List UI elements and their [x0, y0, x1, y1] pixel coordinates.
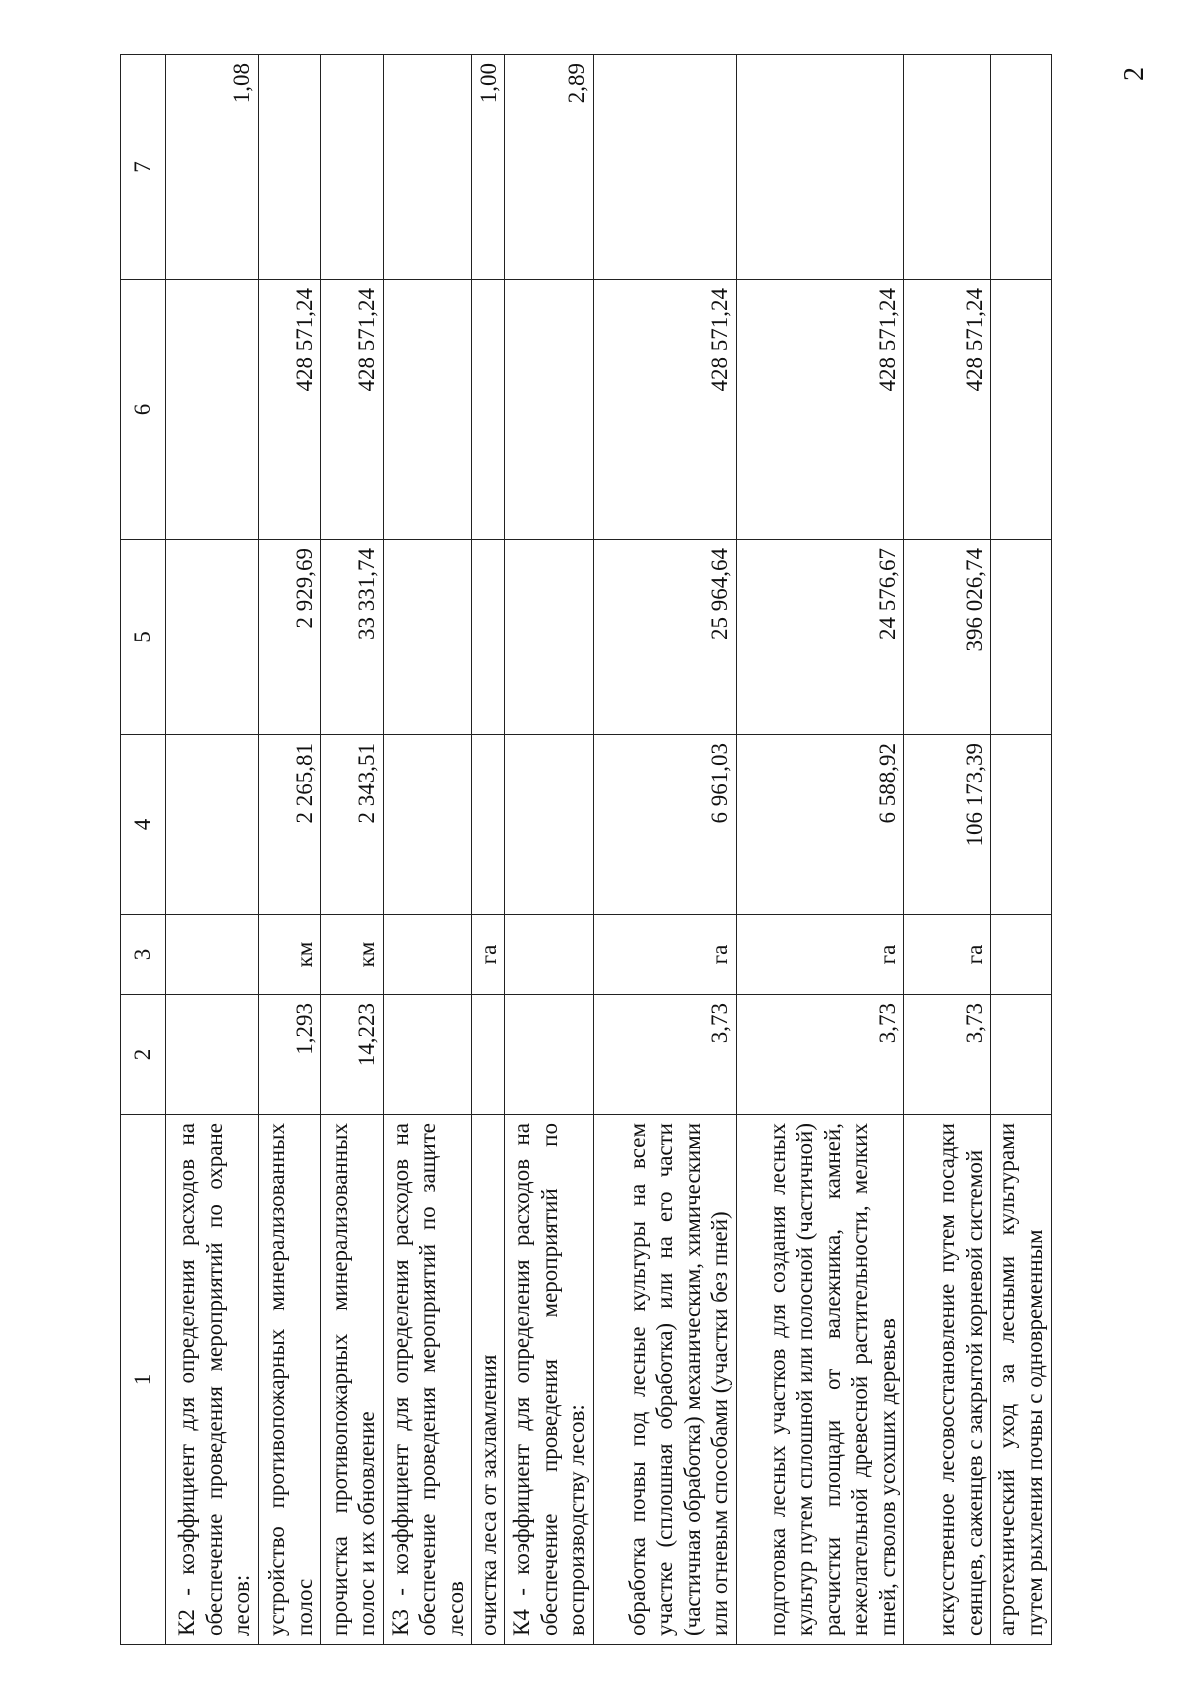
row-name: устройство противопожарных минерализованных полос: [258, 1115, 321, 1645]
row-col6: [383, 280, 472, 540]
row-unit: км: [258, 915, 321, 995]
row-col5: 2 929,69: [258, 540, 321, 735]
row-unit: га: [737, 915, 904, 995]
row-col4: [472, 735, 505, 915]
row-col4: 106 173,39: [904, 735, 991, 915]
row-col6: 428 571,24: [904, 280, 991, 540]
cost-coefficients-table: [120, 54, 1052, 1645]
header-col-5: 5: [121, 540, 166, 735]
header-col-3: 3: [121, 915, 166, 995]
row-col4: [505, 735, 594, 915]
header-col-6: 6: [121, 280, 166, 540]
row-coefficient: [258, 55, 321, 280]
row-quantity: [383, 995, 472, 1115]
row-unit: [505, 915, 594, 995]
row-col4: 6 588,92: [737, 735, 904, 915]
table-row: [593, 55, 736, 1645]
header-col-7: 7: [121, 55, 166, 280]
row-unit: га: [472, 915, 505, 995]
row-quantity: 1,293: [258, 995, 321, 1115]
row-unit: [166, 915, 259, 995]
row-col6: [166, 280, 259, 540]
row-col5: 33 331,74: [321, 540, 384, 735]
row-quantity: [166, 995, 259, 1115]
page-number: 2: [1119, 67, 1150, 81]
row-name: искусственное лесовосстановление путем посадки сеянцев, саженцев с закрытой корневой системой: [904, 1115, 991, 1645]
row-name: К2 - коэффициент для определения расходов на обеспечение проведения мероприятий по охране лесов:: [166, 1115, 259, 1645]
row-col5: 24 576,67: [737, 540, 904, 735]
table-row: [991, 55, 1052, 1645]
row-name: очистка леса от захламления: [472, 1115, 505, 1645]
row-quantity: [505, 995, 594, 1115]
row-col5: 396 026,74: [904, 540, 991, 735]
header-col-1: 1: [121, 1115, 166, 1645]
row-col5: [991, 540, 1052, 735]
row-unit: га: [593, 915, 736, 995]
row-coefficient: 1,08: [166, 55, 259, 280]
row-col6: 428 571,24: [258, 280, 321, 540]
row-name: прочистка противопожарных минерализованных полос и их обновление: [321, 1115, 384, 1645]
row-col4: 2 265,81: [258, 735, 321, 915]
row-coefficient: [321, 55, 384, 280]
row-coefficient: [904, 55, 991, 280]
row-name: К3 - коэффициент для определения расходов на обеспечение проведения мероприятий по защите лесов: [383, 1115, 472, 1645]
table-row: [472, 55, 505, 1645]
row-col6: 428 571,24: [737, 280, 904, 540]
row-coefficient: 2,89: [505, 55, 594, 280]
row-col5: [472, 540, 505, 735]
row-coefficient: [991, 55, 1052, 280]
row-quantity: 3,73: [593, 995, 736, 1115]
row-col4: [166, 735, 259, 915]
row-col5: [166, 540, 259, 735]
row-quantity: [472, 995, 505, 1115]
row-quantity: 3,73: [737, 995, 904, 1115]
row-col4: [383, 735, 472, 915]
row-unit: [383, 915, 472, 995]
rotated-page-content: [120, 55, 1052, 1645]
row-coefficient: [383, 55, 472, 280]
row-name: обработка почвы под лесные культуры на всем участке (сплошная обработка) или на его части (частичная обработка) механическим, химическими или огневым способами (участки без пней): [593, 1115, 736, 1645]
table-row: [166, 55, 259, 1645]
row-unit: [991, 915, 1052, 995]
row-col4: 2 343,51: [321, 735, 384, 915]
row-col5: [505, 540, 594, 735]
row-col6: [505, 280, 594, 540]
row-col4: 6 961,03: [593, 735, 736, 915]
table-row: [383, 55, 472, 1645]
row-unit: га: [904, 915, 991, 995]
row-col6: [472, 280, 505, 540]
row-quantity: 14,223: [321, 995, 384, 1115]
row-col6: [991, 280, 1052, 540]
table-row: [505, 55, 594, 1645]
table-row: [904, 55, 991, 1645]
row-col6: 428 571,24: [321, 280, 384, 540]
table-row: [737, 55, 904, 1645]
table-header-row: [121, 55, 166, 1645]
header-col-2: 2: [121, 995, 166, 1115]
table-row: [258, 55, 321, 1645]
row-name: К4 - коэффициент для определения расходов на обеспечение проведения мероприятий по воспроизводству лесов:: [505, 1115, 594, 1645]
row-unit: км: [321, 915, 384, 995]
row-col5: 25 964,64: [593, 540, 736, 735]
row-col6: 428 571,24: [593, 280, 736, 540]
row-coefficient: 1,00: [472, 55, 505, 280]
row-col4: [991, 735, 1052, 915]
row-quantity: [991, 995, 1052, 1115]
row-name: подготовка лесных участков для создания лесных культур путем сплошной или полосной (частичной) расчистки площади от валежника, камней, нежелательной древесной растительности, мелких пней, стволов усохших деревьев: [737, 1115, 904, 1645]
row-coefficient: [737, 55, 904, 280]
row-name: агротехнический уход за лесными культурами путем рыхления почвы с одновременным: [991, 1115, 1052, 1645]
table-row: [321, 55, 384, 1645]
row-coefficient: [593, 55, 736, 280]
row-quantity: 3,73: [904, 995, 991, 1115]
row-col5: [383, 540, 472, 735]
header-col-4: 4: [121, 735, 166, 915]
